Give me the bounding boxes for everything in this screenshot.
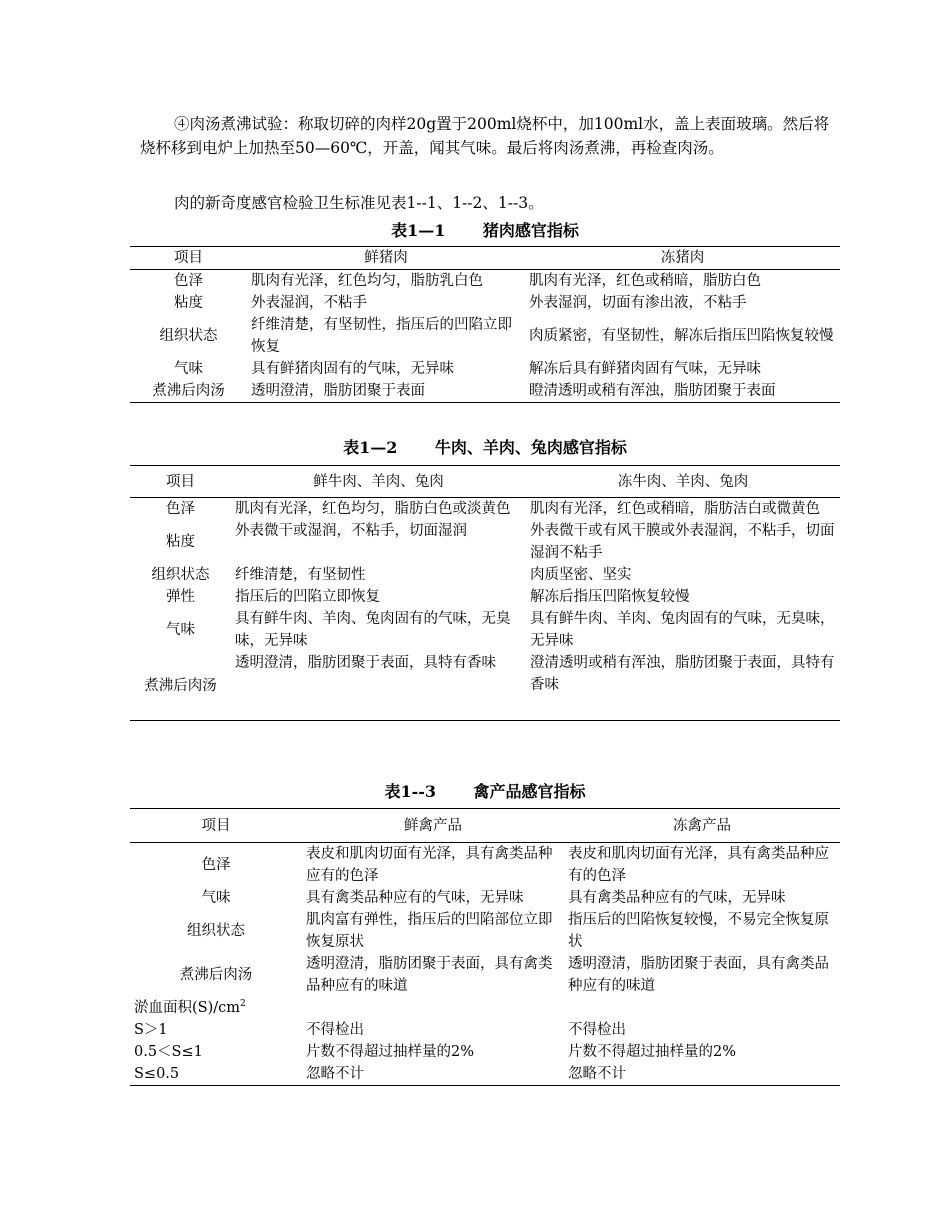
row-item: 弹性 [166,589,195,605]
table3-header-item: 项目 [201,817,231,834]
bruise-area-label [130,997,840,1019]
row-item: 色泽 [201,857,231,873]
row-item: 煮沸后肉汤 [144,677,217,694]
table-row [130,564,840,586]
table2-beef-mutton-rabbit [130,465,840,721]
row-item: 组织状态 [151,567,210,583]
table3-header-row [130,809,840,843]
row-fresh: 纤维清楚，有坚韧性，指压后的凹陷立即恢复 [251,317,512,355]
intro-text-2: 肉的新奇度感官检验卫生标准见表1--1、1--2、1--3。 [174,194,544,212]
row-item: 粘度 [174,295,203,311]
table-row [130,608,840,652]
table3-header-fresh: 鲜禽产品 [404,817,462,834]
table1-header-frozen: 冻猪肉 [660,250,705,266]
table-row [130,586,840,608]
row-fresh: 忽略不计 [306,1066,364,1082]
row-frozen: 指压后的凹陷恢复较慢，不易完全恢复原状 [568,912,829,950]
row-item: 色泽 [166,501,195,517]
intro-paragraph-1 [140,112,830,160]
row-frozen: 透明澄清，脂肪团聚于表面，具有禽类品种应有的味道 [568,956,829,994]
row-fresh: 具有鲜牛肉、羊肉、兔肉固有的气味，无臭味，无异味 [235,611,511,649]
row-item: 组织状态 [159,328,218,344]
table-row [130,909,840,953]
table-row [130,520,840,564]
row-fresh: 具有禽类品种应有的气味，无异味 [306,890,524,906]
row-fresh: 外表微干或湿润，不粘手，切面湿润 [235,523,467,539]
table1-pork [130,246,840,403]
row-frozen: 瞪清透明或稍有浑浊，脂肪团聚于表面 [529,383,776,399]
row-fresh: 表皮和肌肉切面有光泽，具有禽类品种应有的色泽 [306,846,553,884]
table-row [130,498,840,521]
row-frozen: 具有鲜牛肉、羊肉、兔肉固有的气味，无臭味，无异味 [530,611,835,649]
table1-header-row [130,247,840,270]
row-item: 气味 [166,622,195,638]
table-row [130,292,840,314]
table3-title: 表1--3 禽产品感官指标 [384,782,586,801]
table1-title: 表1—1 猪肉感官指标 [391,221,579,240]
bruise-area-unit-superscript: 2 [240,999,246,1010]
row-frozen: 片数不得超过抽样量的2% [568,1044,737,1060]
table-row [130,1063,840,1086]
table2-header-frozen: 冻牛肉、羊肉、兔肉 [617,473,749,490]
row-item: 煮沸后肉汤 [179,967,253,983]
row-frozen: 忽略不计 [568,1066,626,1082]
table2-header-item: 项目 [166,473,195,490]
table1-header-fresh: 鲜猪肉 [364,250,408,266]
bruise-area-header-row [130,997,840,1019]
table-row [130,1019,840,1041]
table-row [130,953,840,997]
row-frozen: 外表微干或有风干膜或外表湿润，不粘手，切面湿润不粘手 [530,523,835,561]
table3-poultry [130,808,840,1086]
table-row [130,652,840,720]
table3-header-frozen: 冻禽产品 [673,817,731,834]
row-fresh: 透明澄清，脂肪团聚于表面，具特有香味 [235,655,496,671]
row-frozen: 表皮和肌肉切面有光泽，具有禽类品种应有的色泽 [568,846,829,884]
row-item: 0.5＜S≤1 [134,1044,203,1060]
table-row [130,380,840,403]
row-item: S≤0.5 [134,1066,180,1082]
row-fresh: 肌肉有光泽，红色均匀，脂肪白色或淡黄色 [235,501,511,517]
table1-header-item: 项目 [174,250,203,266]
table-row [130,843,840,888]
row-frozen: 解冻后指压凹陷恢复较慢 [530,589,690,605]
row-frozen: 肉质紧密，有坚韧性，解冻后指压凹陷恢复较慢 [529,328,834,344]
bruise-area-label-text: 淤血面积(S)/cm [134,1000,241,1016]
row-frozen: 澄清透明或稍有浑浊，脂肪团聚于表面，具特有香味 [530,655,835,693]
table-row [130,1041,840,1063]
row-fresh: 透明澄清，脂肪团聚于表面 [251,383,425,399]
row-frozen: 不得检出 [568,1022,626,1038]
row-item: 气味 [201,890,231,906]
row-fresh: 片数不得超过抽样量的2% [306,1044,475,1060]
row-fresh: 不得检出 [306,1022,364,1038]
table2-title: 表1—2 牛肉、羊肉、兔肉感官指标 [343,438,627,457]
row-item: 组织状态 [187,923,245,939]
row-item: S＞1 [134,1022,168,1038]
row-fresh: 肌肉富有弹性，指压后的凹陷部位立即恢复原状 [306,912,553,950]
row-item: 色泽 [174,273,203,289]
row-item: 粘度 [166,534,195,550]
row-frozen: 肉质坚密、坚实 [530,567,632,583]
row-frozen: 外表湿润，切面有渗出液，不粘手 [529,295,747,311]
table-row [130,358,840,380]
row-frozen: 解冻后具有鲜猪肉固有气味，无异味 [529,361,761,377]
table-row [130,270,840,293]
row-frozen: 肌肉有光泽，红色或稍暗，脂肪洁白或微黄色 [530,501,820,517]
row-item: 气味 [174,361,203,377]
row-fresh: 指压后的凹陷立即恢复 [235,589,380,605]
row-item: 煮沸后肉汤 [152,383,225,399]
row-frozen: 具有禽类品种应有的气味，无异味 [568,890,786,906]
row-frozen: 肌肉有光泽，红色或稍暗，脂肪白色 [529,273,761,289]
table-row [130,887,840,909]
table2-header-row [130,466,840,498]
row-fresh: 具有鲜猪肉固有的气味，无异味 [251,361,454,377]
table2-header-fresh: 鲜牛肉、羊肉、兔肉 [313,473,444,490]
intro-paragraph-2 [140,191,830,215]
row-fresh: 外表湿润，不粘手 [251,295,367,311]
intro-text-1: ④肉汤煮沸试验：称取切碎的肉样20g置于200ml烧杯中，加100ml水，盖上表面玻璃。然后将烧杯移到电炉上加热至50—60℃，开盖，闻其气味。最后将肉汤煮沸，再检查肉汤。 [140,115,830,157]
table-row [130,314,840,358]
row-fresh: 透明澄清，脂肪团聚于表面，具有禽类品种应有的味道 [306,956,553,994]
row-fresh: 纤维清楚，有坚韧性 [235,567,366,583]
row-fresh: 肌肉有光泽，红色均匀，脂肪乳白色 [251,273,483,289]
